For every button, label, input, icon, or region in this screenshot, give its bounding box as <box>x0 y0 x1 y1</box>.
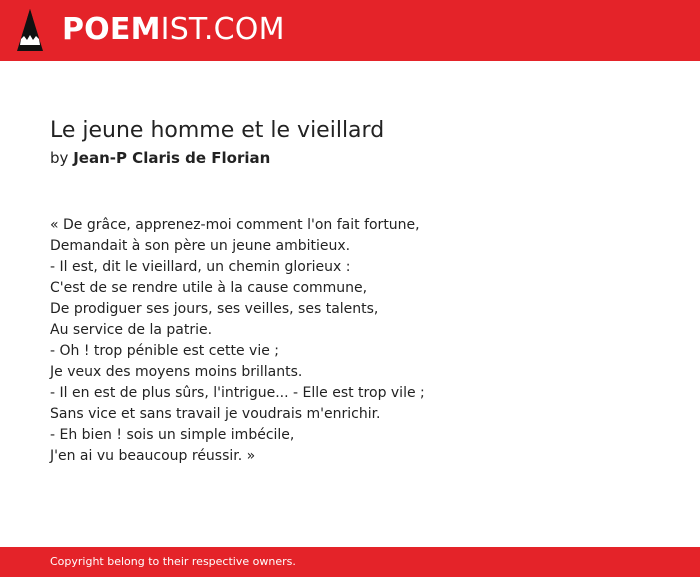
poem-line: De prodiguer ses jours, ses veilles, ses talents, <box>50 301 379 317</box>
logo-bold-text: POEM <box>62 12 161 47</box>
poem-line: Je veux des moyens moins brillants. <box>50 364 303 380</box>
poem-body <box>50 215 670 467</box>
poem-line: - Oh ! trop pénible est cette vie ; <box>50 343 280 359</box>
poem-line: Sans vice et sans travail je voudrais m'enrichir. <box>50 406 381 422</box>
poem-line: - Il est, dit le vieillard, un chemin glorieux : <box>50 259 351 275</box>
poem-line: - Eh bien ! sois un simple imbécile, <box>50 427 295 443</box>
site-header <box>0 0 700 61</box>
poem-line: J'en ai vu beaucoup réussir. » <box>50 448 256 464</box>
site-footer <box>0 547 700 577</box>
poem-line: « De grâce, apprenez-moi comment l'on fait fortune, <box>50 217 420 233</box>
author-name[interactable]: Jean-P Claris de Florian <box>73 149 271 167</box>
poem-line: Au service de la patrie. <box>50 322 213 338</box>
poem-title: Le jeune homme et le vieillard <box>50 118 385 143</box>
logo-light-text: IST.COM <box>160 12 285 47</box>
poem-content <box>50 116 670 467</box>
poem-line: C'est de se rendre utile à la cause commune, <box>50 280 368 296</box>
site-logo[interactable] <box>62 13 285 47</box>
poem-byline <box>50 147 670 169</box>
poem-line: Demandait à son père un jeune ambitieux. <box>50 238 351 254</box>
by-label: by <box>50 149 69 167</box>
copyright-text: Copyright belong to their respective owners. <box>50 555 296 568</box>
pencil-icon <box>17 9 43 51</box>
poem-line: - Il en est de plus sûrs, l'intrigue... - Elle est trop vile ; <box>50 385 425 401</box>
